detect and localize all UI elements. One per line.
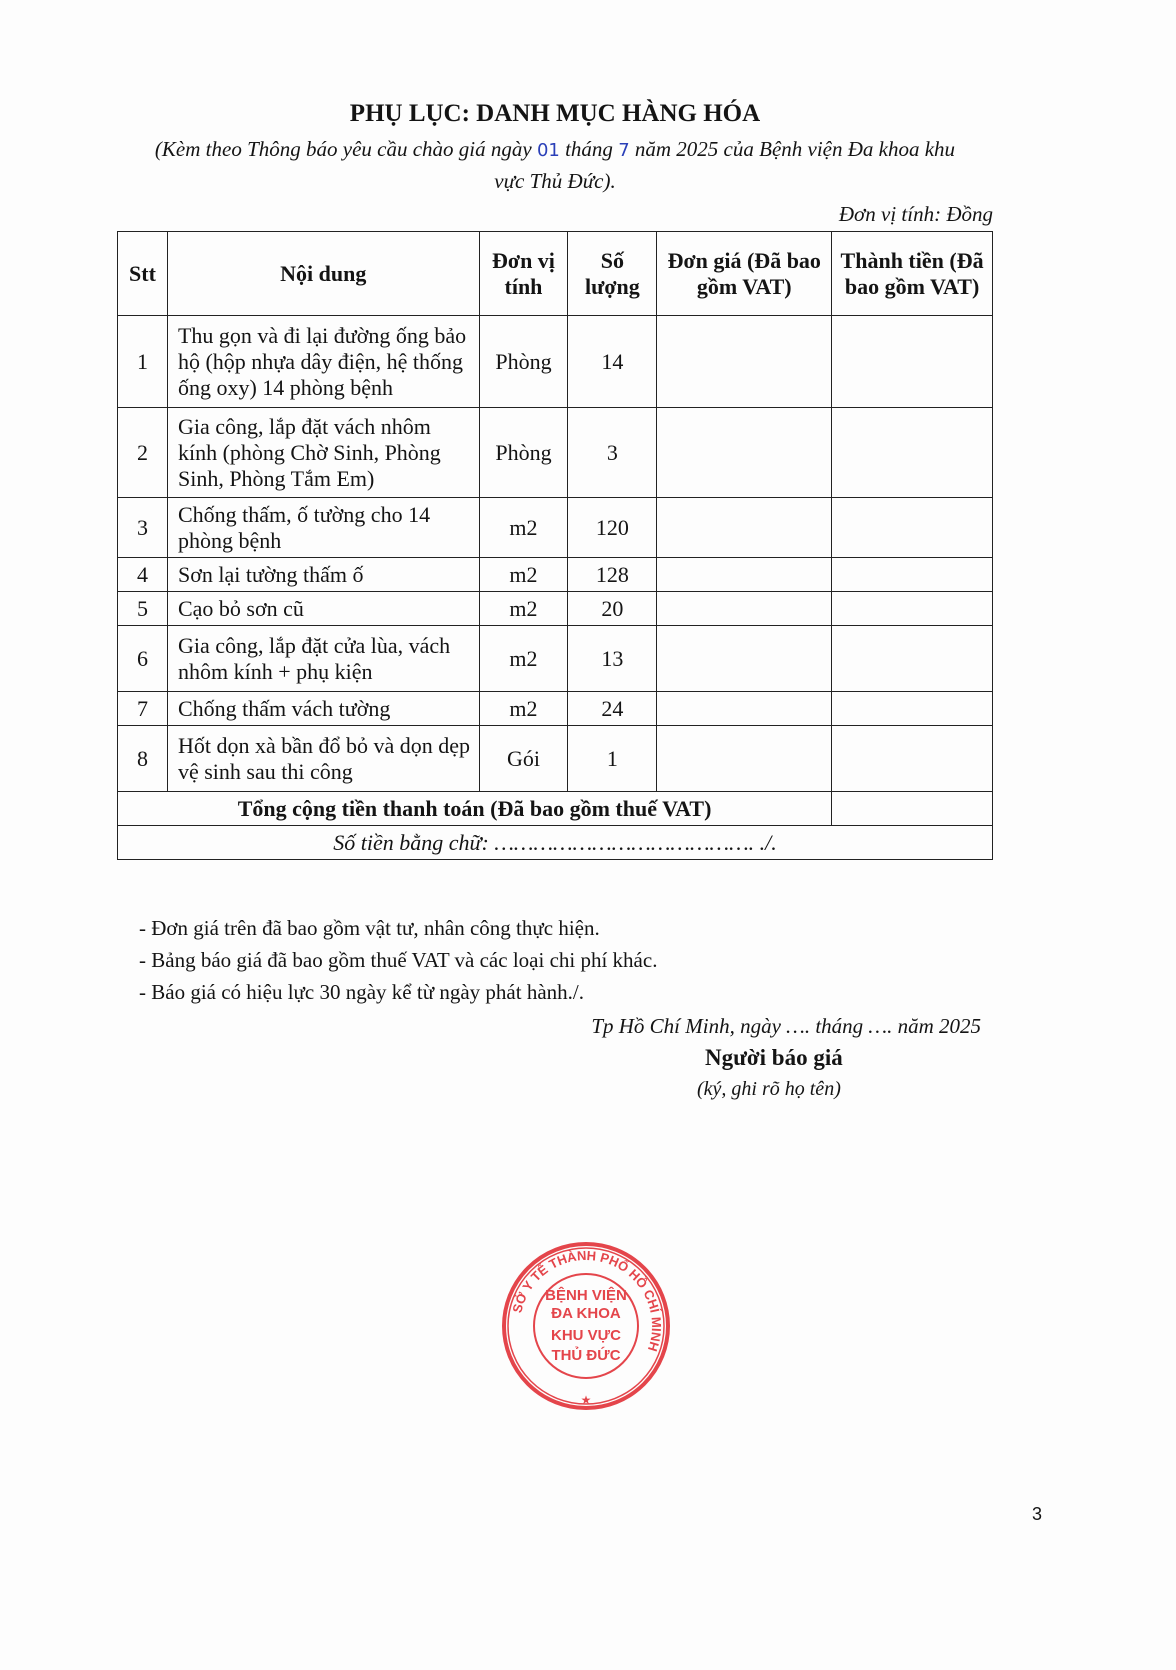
row-content: Chống thấm, ố tường cho 14 phòng bệnh xyxy=(167,498,479,558)
row-content: Hốt dọn xà bần đổ bỏ và dọn dẹp vệ sinh sau thi công xyxy=(167,726,479,792)
row-stt: 6 xyxy=(118,626,168,692)
signature-hint: (ký, ghi rõ họ tên) xyxy=(697,1078,841,1100)
row-unit: Gói xyxy=(479,726,568,792)
row-quantity: 24 xyxy=(568,692,657,726)
row-content: Thu gọn và đi lại đường ống bảo hộ (hộp nhựa dây điện, hệ thống ống oxy) 14 phòng bệnh xyxy=(167,316,479,408)
place-date: Tp Hồ Chí Minh, ngày …. tháng …. năm 2025 xyxy=(591,1014,981,1038)
row-unit-price xyxy=(657,692,832,726)
row-quantity: 3 xyxy=(568,408,657,498)
amount-in-words-row xyxy=(118,826,993,860)
currency-unit: Đơn vị tính: Đồng xyxy=(838,202,993,226)
row-content: Gia công, lắp đặt vách nhôm kính (phòng Chờ Sinh, Phòng Sinh, Phòng Tắm Em) xyxy=(167,408,479,498)
page-number: 3 xyxy=(1032,1504,1043,1524)
row-unit-price xyxy=(657,726,832,792)
row-content: Chống thấm vách tường xyxy=(167,692,479,726)
subtitle-text: tháng xyxy=(559,137,619,161)
table-row xyxy=(118,592,993,626)
table-row xyxy=(118,316,993,408)
row-amount xyxy=(832,592,993,626)
handwritten-month: 7 xyxy=(618,140,630,161)
svg-text:THỦ ĐỨC: THỦ ĐỨC xyxy=(551,1347,621,1364)
svg-text:BỆNH VIỆN: BỆNH VIỆN xyxy=(545,1287,627,1304)
row-unit: Phòng xyxy=(479,408,568,498)
svg-text:★: ★ xyxy=(580,1393,592,1407)
row-quantity: 14 xyxy=(568,316,657,408)
row-quantity: 20 xyxy=(568,592,657,626)
row-amount xyxy=(832,626,993,692)
total-label: Tổng cộng tiền thanh toán (Đã bao gồm thuế VAT) xyxy=(118,792,832,826)
subtitle-text: (Kèm theo Thông báo yêu cầu chào giá ngày xyxy=(154,137,537,161)
table-row xyxy=(118,408,993,498)
header-quantity: Số lượng xyxy=(568,232,657,316)
goods-table xyxy=(117,231,993,860)
row-quantity: 1 xyxy=(568,726,657,792)
row-stt: 2 xyxy=(118,408,168,498)
signer-title: Người báo giá xyxy=(705,1045,843,1070)
total-amount xyxy=(832,792,993,826)
row-stt: 5 xyxy=(118,592,168,626)
row-content: Sơn lại tường thấm ố xyxy=(167,558,479,592)
header-stt: Stt xyxy=(118,232,168,316)
header-unit-price: Đơn giá (Đã bao gồm VAT) xyxy=(657,232,832,316)
row-unit: m2 xyxy=(479,498,568,558)
row-stt: 1 xyxy=(118,316,168,408)
table-row xyxy=(118,692,993,726)
row-unit: m2 xyxy=(479,558,568,592)
row-unit: Phòng xyxy=(479,316,568,408)
row-unit-price xyxy=(657,316,832,408)
row-stt: 7 xyxy=(118,692,168,726)
document-title: PHỤ LỤC: DANH MỤC HÀNG HÓA xyxy=(349,100,761,127)
row-unit: m2 xyxy=(479,692,568,726)
total-row xyxy=(118,792,993,826)
header-amount: Thành tiền (Đã bao gồm VAT) xyxy=(832,232,993,316)
amount-in-words: Số tiền bằng chữ: …………………………………. ./. xyxy=(118,826,993,860)
table-row xyxy=(118,498,993,558)
document-subtitle xyxy=(147,134,963,197)
subtitle-text: năm 2025 của Bệnh viện Đa khoa khu vực Thủ Đức). xyxy=(494,137,956,193)
row-unit-price xyxy=(657,408,832,498)
row-quantity: 128 xyxy=(568,558,657,592)
row-content: Gia công, lắp đặt cửa lùa, vách nhôm kính + phụ kiện xyxy=(167,626,479,692)
note-item: - Báo giá có hiệu lực 30 ngày kể từ ngày phát hành./. xyxy=(139,980,584,1004)
notes xyxy=(139,912,993,1008)
row-stt: 8 xyxy=(118,726,168,792)
handwritten-day: 01 xyxy=(536,140,560,161)
svg-text:ĐA KHOA: ĐA KHOA xyxy=(551,1305,621,1322)
row-quantity: 120 xyxy=(568,498,657,558)
row-amount xyxy=(832,498,993,558)
row-amount xyxy=(832,408,993,498)
official-stamp xyxy=(500,1240,672,1412)
note-item: - Đơn giá trên đã bao gồm vật tư, nhân công thực hiện. xyxy=(139,916,600,940)
note-item: - Bảng báo giá đã bao gồm thuế VAT và các loại chi phí khác. xyxy=(139,948,658,972)
row-amount xyxy=(832,726,993,792)
svg-text:SỞ Y TẾ THÀNH PHỐ HỒ CHÍ MINH: SỞ Y TẾ THÀNH PHỐ HỒ CHÍ MINH xyxy=(509,1247,665,1354)
row-amount xyxy=(832,316,993,408)
document-body xyxy=(117,98,993,1104)
row-unit: m2 xyxy=(479,592,568,626)
table-row xyxy=(118,558,993,592)
row-quantity: 13 xyxy=(568,626,657,692)
row-unit-price xyxy=(657,626,832,692)
row-content: Cạo bỏ sơn cũ xyxy=(167,592,479,626)
row-unit-price xyxy=(657,558,832,592)
table-row xyxy=(118,626,993,692)
row-stt: 3 xyxy=(118,498,168,558)
row-amount xyxy=(832,692,993,726)
table-header-row xyxy=(118,232,993,316)
row-amount xyxy=(832,558,993,592)
table-row xyxy=(118,726,993,792)
row-stt: 4 xyxy=(118,558,168,592)
header-unit: Đơn vị tính xyxy=(479,232,568,316)
row-unit-price xyxy=(657,592,832,626)
svg-text:KHU VỰC: KHU VỰC xyxy=(551,1327,621,1344)
header-content: Nội dung xyxy=(167,232,479,316)
row-unit: m2 xyxy=(479,626,568,692)
row-unit-price xyxy=(657,498,832,558)
